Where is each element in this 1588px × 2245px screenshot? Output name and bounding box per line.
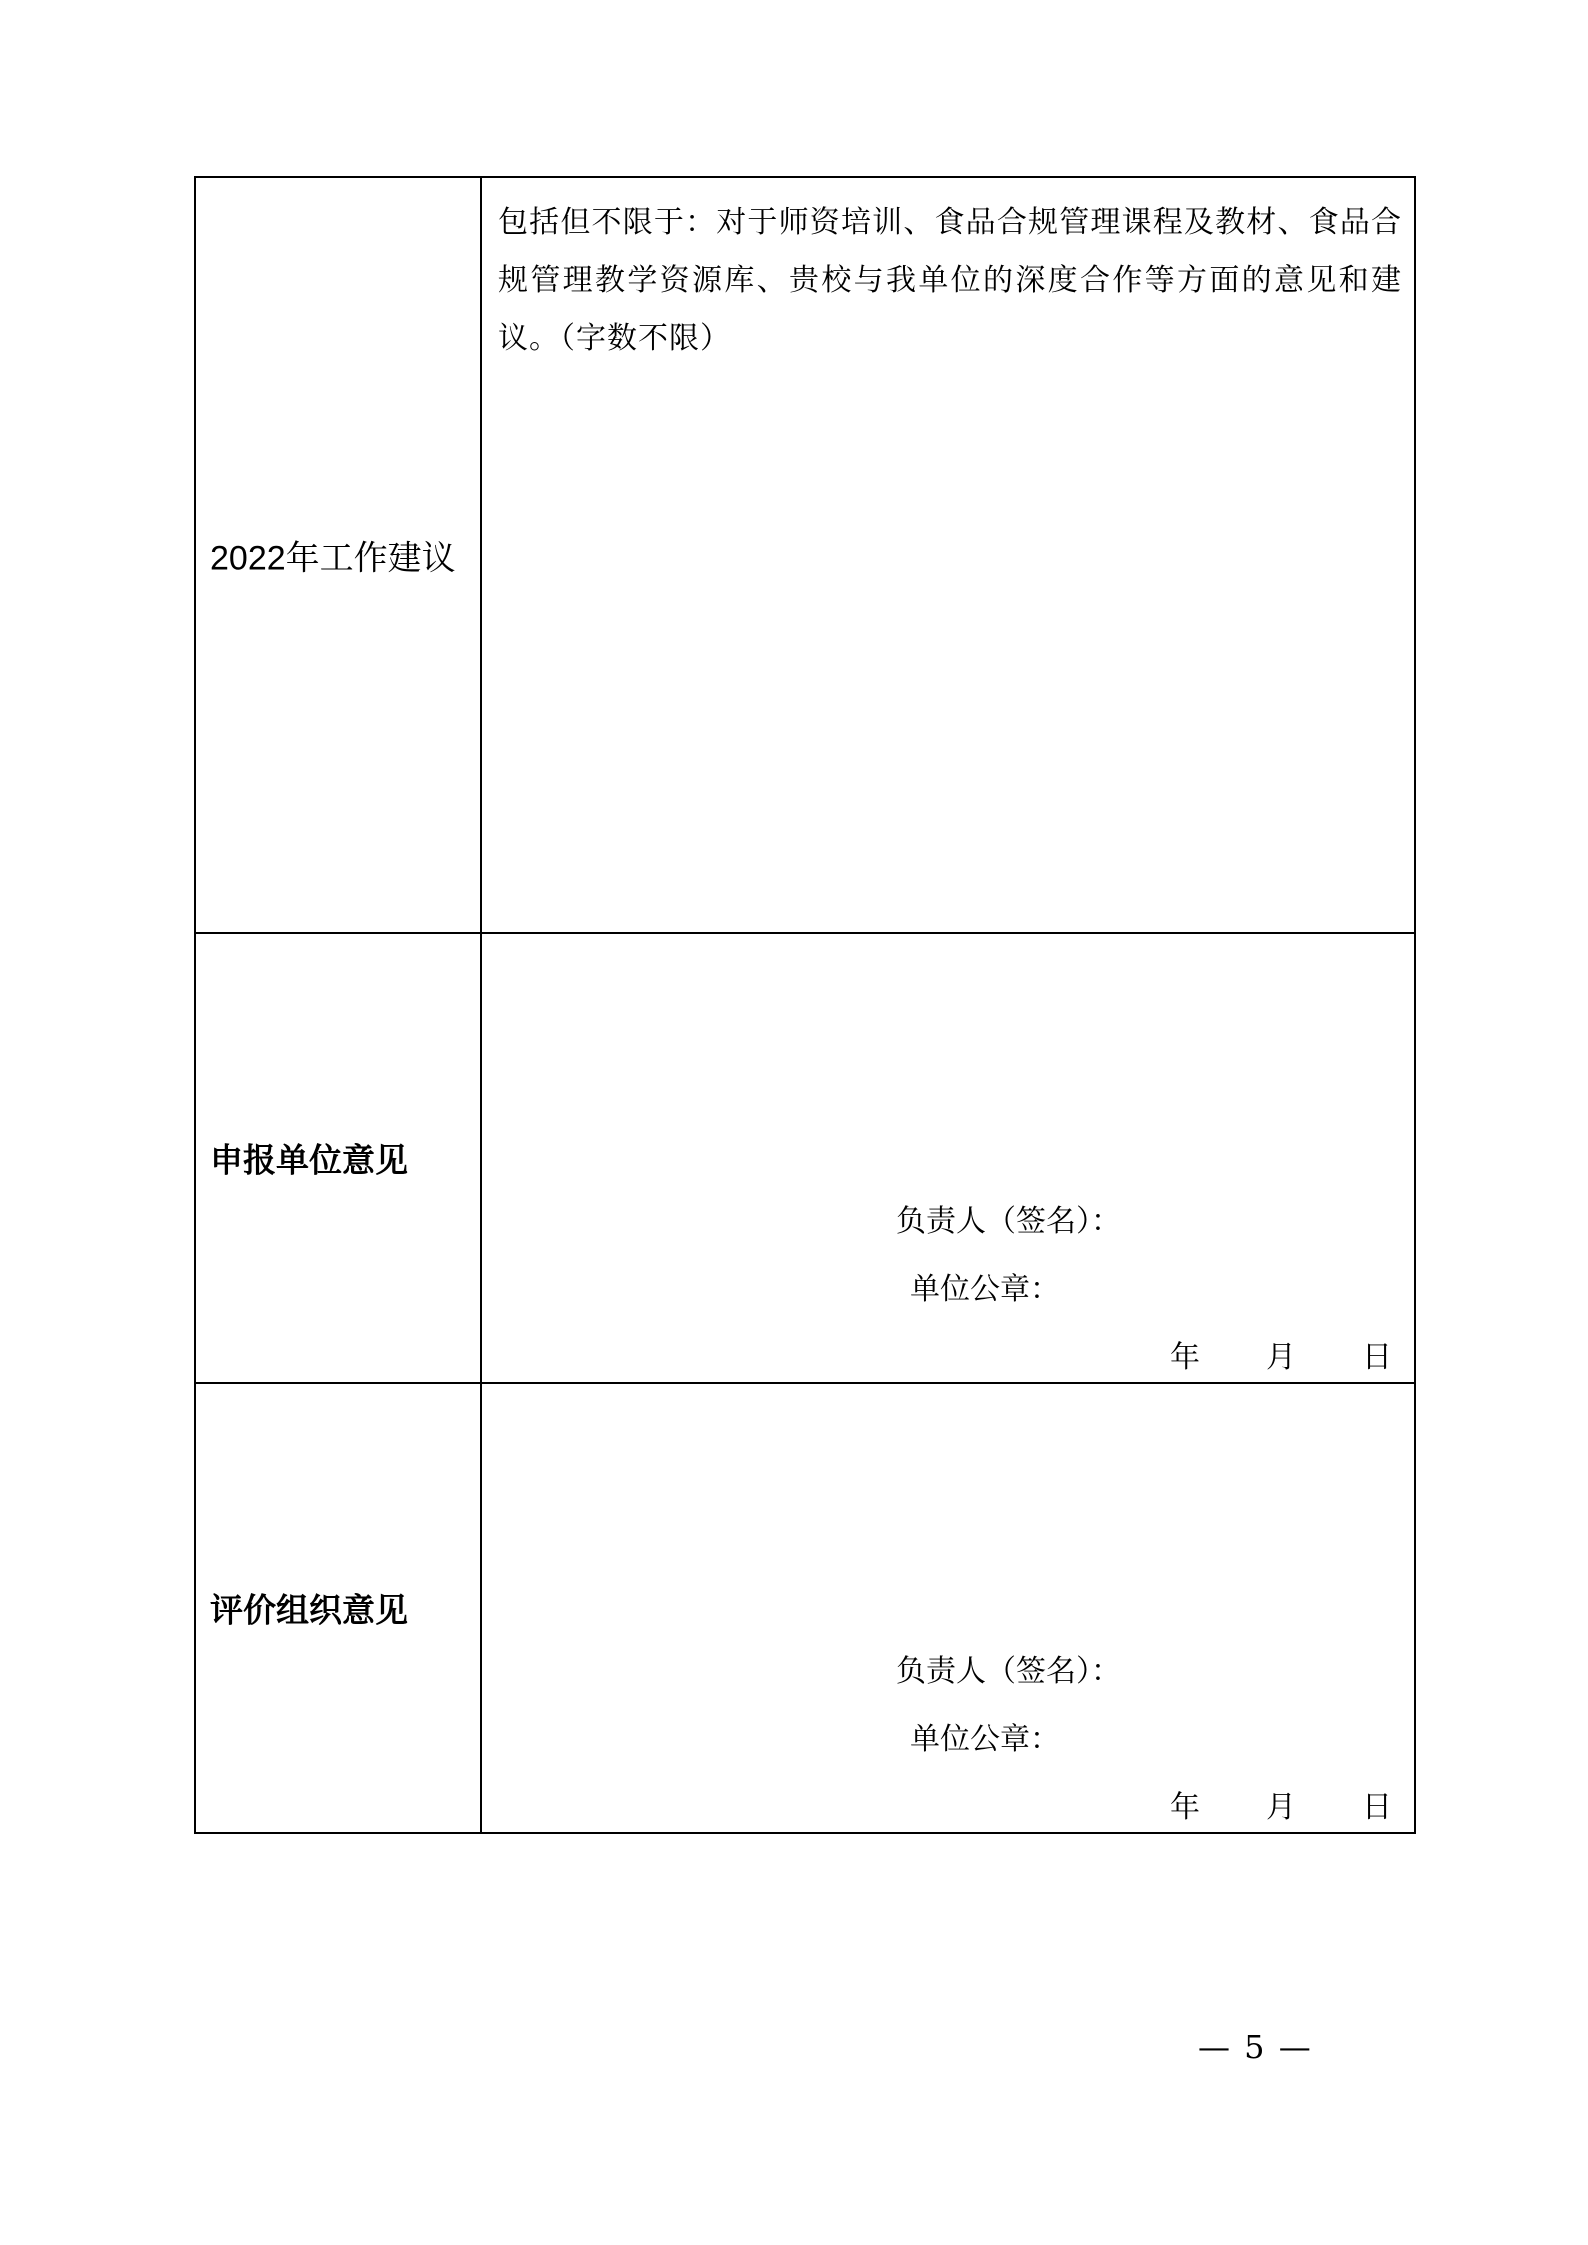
reviewer-seal-label: 单位公章： xyxy=(910,1722,1060,1757)
work-suggestion-instruction: 包括但不限于：对于师资培训、食品合规管理课程及教材、食品合规管理教学资源库、贵校与我单位的深度合作等方面的意见和建议。（字数不限） xyxy=(498,205,1402,356)
applicant-seal-label: 单位公章： xyxy=(910,1272,1060,1307)
applicant-opinion-input-area[interactable] xyxy=(481,933,1415,1383)
applicant-signer-label: 负责人（签名）： xyxy=(896,1204,1121,1239)
applicant-opinion-label: 申报单位意见 xyxy=(210,1140,408,1180)
work-suggestion-row xyxy=(195,177,1415,933)
application-form-table xyxy=(194,176,1416,1834)
reviewer-signer-label: 负责人（签名）： xyxy=(896,1654,1121,1689)
reviewer-opinion-row xyxy=(195,1383,1415,1833)
work-suggestion-label-cell xyxy=(195,177,481,933)
applicant-date-month: 月 xyxy=(1266,1340,1296,1375)
reviewer-opinion-label-cell xyxy=(195,1383,481,1833)
applicant-date-year: 年 xyxy=(1170,1340,1200,1375)
reviewer-opinion-input-area[interactable] xyxy=(481,1383,1415,1833)
applicant-opinion-label-cell xyxy=(195,933,481,1383)
applicant-date-day: 日 xyxy=(1362,1340,1392,1375)
work-suggestion-input-area[interactable] xyxy=(481,177,1415,933)
reviewer-opinion-label: 评价组织意见 xyxy=(210,1590,408,1630)
work-suggestion-label: 2022年工作建议 xyxy=(210,539,456,578)
page-number: — 5 — xyxy=(1198,2028,1313,2066)
reviewer-date-year: 年 xyxy=(1170,1790,1200,1825)
reviewer-date-month: 月 xyxy=(1266,1790,1296,1825)
applicant-opinion-row xyxy=(195,933,1415,1383)
reviewer-date-day: 日 xyxy=(1362,1790,1392,1825)
